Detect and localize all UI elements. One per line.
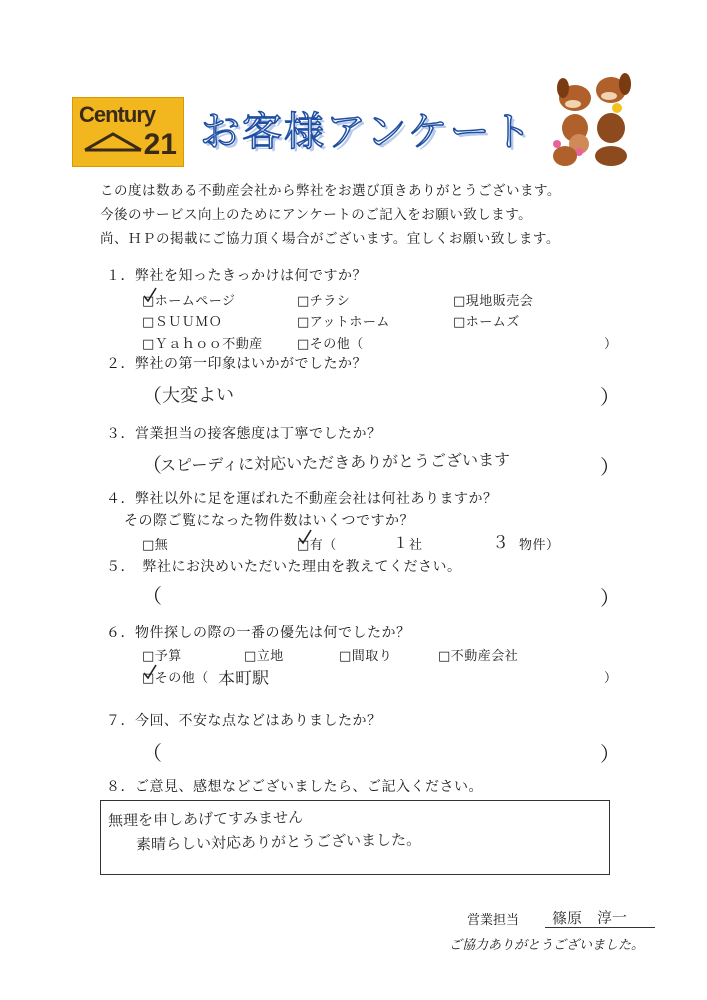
staff-label: 営業担当 (467, 913, 520, 928)
q4-property-count[interactable]: ３ (491, 532, 510, 554)
q3-open-paren: （ (142, 453, 162, 477)
q4-question-1: ４．弊社以外に足を運ばれた不動産会社は何社ありますか？ (106, 491, 498, 507)
q1-option-open-house[interactable]: □現地販売会 (453, 294, 534, 309)
q2-close-paren: ） (600, 385, 620, 409)
q5-question: ５． 弊社にお決めいただいた理由を教えてください。 (106, 559, 462, 575)
q1-option-athome[interactable]: □アットホーム (297, 315, 390, 330)
q6-question: ６．物件探しの際の一番の優先は何でしたか？ (106, 625, 411, 641)
q4-option-yes[interactable]: □有（ (297, 538, 337, 553)
q2-open-paren: （ (142, 384, 162, 408)
q7-open-paren: （ (142, 741, 162, 765)
q1-option-suumo[interactable]: □ＳＵＵＭＯ (142, 315, 223, 330)
q1-option-flyer[interactable]: □チラシ (297, 294, 351, 309)
q8-comment-line-1: 無理を申しあげてすみません (107, 808, 304, 830)
checkmark-icon (141, 286, 159, 304)
q7-question: ７．今回、不安な点などはありましたか？ (106, 713, 382, 729)
q6-option-agency[interactable]: □不動産会社 (438, 649, 519, 664)
staff-name: 篠原 淳一 (551, 908, 628, 928)
logo-brand: Century (79, 102, 156, 127)
q7-answer-field[interactable] (165, 740, 585, 762)
q3-close-paren: ） (600, 455, 620, 479)
thanks-message: ご協力ありがとうございました。 (449, 938, 645, 953)
q6-option-location[interactable]: □立地 (244, 649, 284, 664)
q6-other-answer[interactable]: 本町駅 (217, 668, 270, 690)
q1-option-other[interactable]: □その他（ (297, 337, 364, 352)
q1-close-paren: ） (604, 337, 618, 352)
q4-property-unit: 物件） (519, 538, 560, 553)
century21-logo (72, 97, 184, 167)
intro-line-2: 今後のサービス向上のためにアンケートのご記入をお願い致します。 (100, 207, 533, 223)
q8-comment-line-2: 素晴らしい対応ありがとうございました。 (135, 830, 422, 854)
house-icon (83, 130, 143, 152)
checkmark-icon (141, 663, 159, 681)
q2-question: ２．弊社の第一印象はいかがでしたか？ (106, 356, 367, 372)
page-title: お客様アンケート (200, 109, 534, 155)
q5-answer-field[interactable] (165, 584, 585, 606)
q4-option-none[interactable]: □無 (142, 538, 169, 553)
q6-option-layout[interactable]: □間取り (339, 649, 393, 664)
q5-open-paren: （ (142, 584, 162, 608)
q4-question-2: その際ご覧になった物件数はいくつですか？ (124, 513, 414, 529)
q1-option-homes[interactable]: □ホームズ (453, 315, 520, 330)
q1-option-yahoo[interactable]: □Ｙａｈｏｏ不動産 (142, 337, 263, 352)
intro-line-3: 尚、ＨＰの掲載にご協力頂く場合がございます。宜しくお願い致します。 (100, 231, 560, 247)
q1-option-homepage[interactable]: □ホームページ (142, 294, 236, 309)
intro-line-1: この度は数ある不動産会社から弊社をお選び頂きありがとうございます。 (100, 183, 561, 199)
q8-question: ８．ご意見、感想などございましたら、ご記入ください。 (106, 779, 483, 795)
q4-company-count[interactable]: １ (392, 533, 409, 553)
logo-number: 21 (143, 128, 177, 161)
q5-close-paren: ） (600, 586, 620, 610)
dog-mascots-icon (545, 70, 640, 170)
q3-question: ３．営業担当の接客態度は丁寧でしたか？ (106, 426, 382, 442)
q4-company-unit: 社 (409, 538, 423, 553)
checkmark-icon (296, 528, 314, 546)
q7-close-paren: ） (600, 742, 620, 766)
q2-answer[interactable]: 大変よい (161, 384, 235, 407)
q3-answer[interactable]: スピーディに対応いただきありがとうございます (159, 449, 511, 476)
q1-question: １．弊社を知ったきっかけは何ですか？ (106, 268, 367, 284)
signature-line (545, 927, 655, 928)
q6-option-other[interactable]: □その他（ (142, 671, 209, 686)
q6-option-budget[interactable]: □予算 (142, 649, 182, 664)
q6-close-paren: ） (604, 671, 618, 686)
